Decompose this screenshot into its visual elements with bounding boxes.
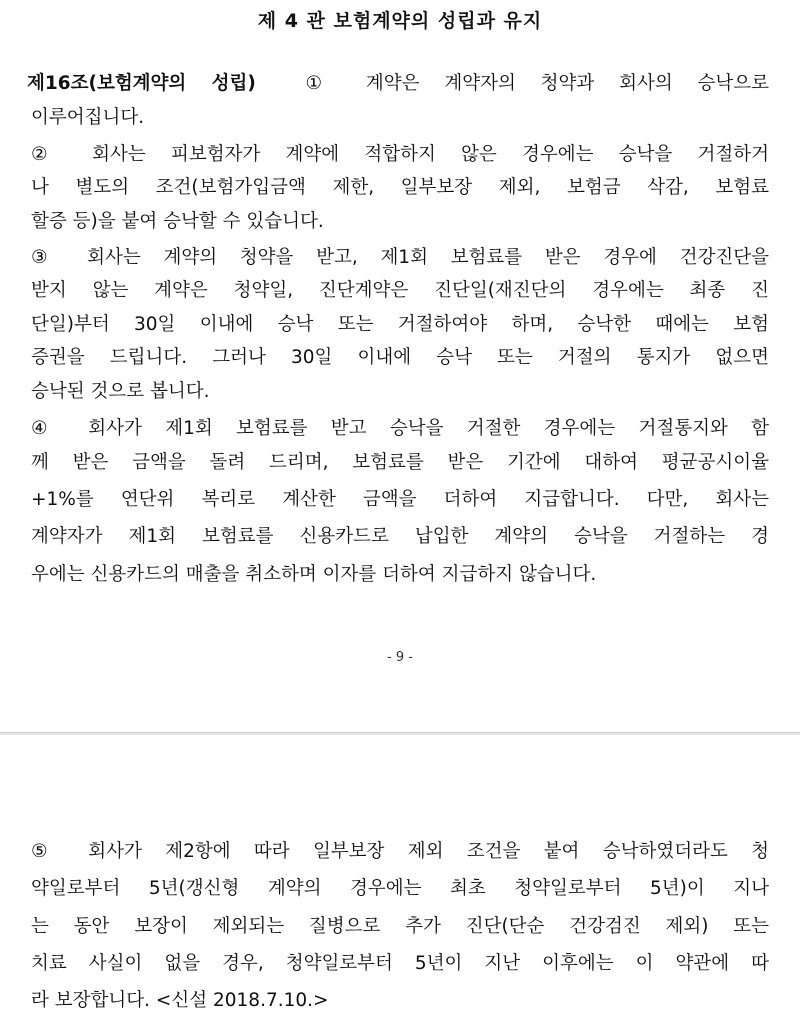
text-line-11: ④ 회사가 제1회 보험료를 받고 승낙을 거절한 경우에는 거절통지와 함: [31, 418, 769, 439]
text-line-10: 승낙된 것으로 봅니다.: [31, 381, 210, 402]
article-heading: 제16조(보험계약의 성립): [27, 73, 256, 94]
text-line-7: 받지 않는 계약은 청약일, 진단계약은 진단일(재진단의 경우에는 최종 진: [31, 280, 769, 301]
text-line-3: ② 회사는 피보험자가 계약에 적합하지 않은 경우에는 승낙을 거절하거: [31, 144, 769, 165]
text-line-6: ③ 회사는 계약의 청약을 받고, 제1회 보험료를 받은 경우에 건강진단을: [31, 247, 769, 268]
text-line-15: 우에는 신용카드의 매출을 취소하며 이자를 더하여 지급하지 않습니다.: [31, 564, 597, 585]
document-page-2: [0, 735, 800, 1027]
text-line-1: [27, 72, 769, 96]
text-line-9: 증권을 드립니다. 그러나 30일 이내에 승낙 또는 거절의 통지가 없으면: [31, 347, 769, 368]
text-line-12: 께 받은 금액을 돌려 드리며, 보험료를 받은 기간에 대하여 평균공시이율: [31, 452, 769, 473]
section-title: 제 4 관 보험계약의 성립과 유지: [257, 10, 543, 32]
text-line-14: 계약자가 제1회 보험료를 신용카드로 납입한 계약의 승낙을 거절하는 경: [31, 526, 769, 547]
text-line-16: ⑤ 회사가 제2항에 따라 일부보장 제외 조건을 붙여 승낙하였더라도 청: [31, 841, 769, 862]
text-line-8: 단일)부터 30일 이내에 승낙 또는 거절하여야 하며, 승낙한 때에는 보험: [31, 314, 769, 335]
text-line-2: 이루어집니다.: [31, 107, 145, 128]
text-line-19: 치료 사실이 없을 경우, 청약일로부터 5년이 지난 이후에는 이 약관에 따: [31, 953, 769, 974]
text-line-1-body: ① 계약은 계약자의 청약과 회사의 승낙으로: [305, 73, 770, 94]
text-line-13: +1%를 연단위 복리로 계산한 금액을 더하여 지급합니다. 다만, 회사는: [31, 489, 769, 510]
text-line-4: 나 별도의 조건(보험가입금액 제한, 일부보장 제외, 보험금 삭감, 보험료: [31, 177, 769, 198]
page-number: - 9 -: [387, 650, 413, 665]
text-line-18: 는 동안 보장이 제외되는 질병으로 추가 진단(단순 건강검진 제외) 또는: [31, 916, 769, 937]
text-line-20: 라 보장합니다. <신설 2018.7.10.>: [31, 990, 329, 1011]
text-line-5: 할증 등)을 붙여 승낙할 수 있습니다.: [31, 211, 324, 232]
text-line-17: 약일로부터 5년(갱신형 계약의 경우에는 최초 청약일로부터 5년)이 지나: [31, 878, 769, 899]
